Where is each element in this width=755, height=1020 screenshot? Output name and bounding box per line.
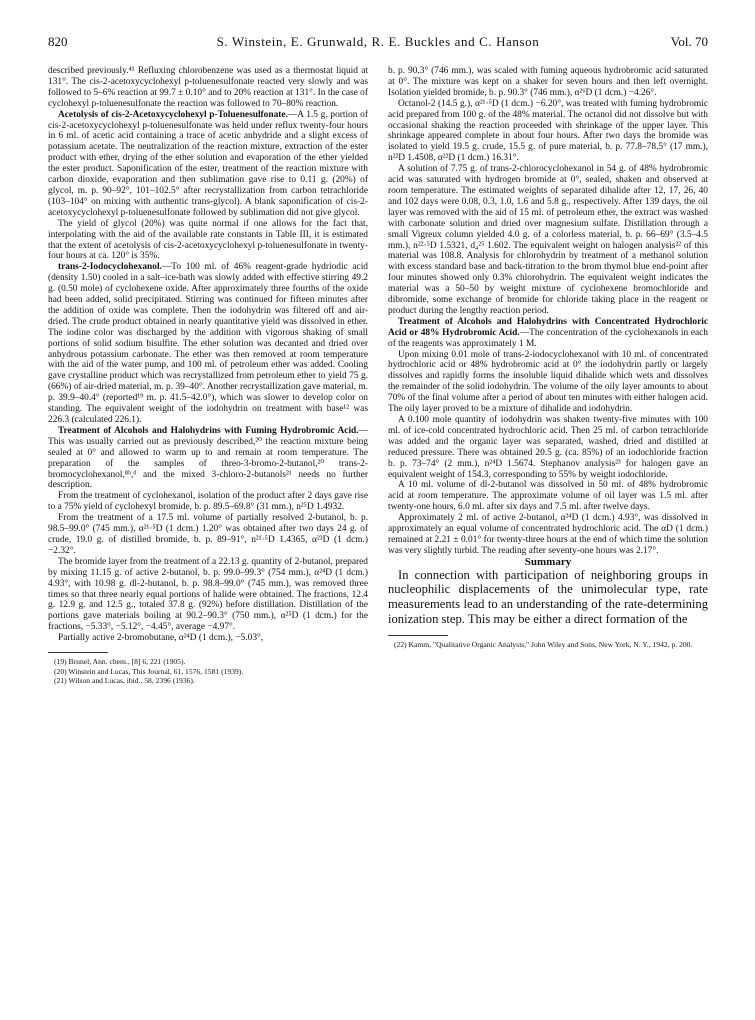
footnote: (21) Wilson and Lucas, ibid., 58, 2396 (1936). xyxy=(54,676,195,686)
page-number: 820 xyxy=(48,34,68,49)
paragraph-text: —The concentration of the cyclohexanols in each of the reagents was approximately 1 M. xyxy=(388,327,708,349)
running-header xyxy=(48,34,708,50)
paragraph-text: —A 1.5 g. portion of cis-2-acetoxycyclohexyl p-toluenesulfonate was held under reflux twenty-four hours in 6 ml. of acetic acid containing a trace of acetic anhydride and a slight excess of potassium acetate. The neutralization of the reaction mixture, extraction of the ester product with ether, drying of the ether solution and evaporation of the ether yielded the ester product. Saponification of the ester, treatment of the reaction mixture with carbon dioxide, evaporation and then sublimation gave rise to 0.11 g. (20%) of glycol, m. p. 90–92°, 101–102.5° after recrystallization from carbon tetrachloride (103–104° on mixing with authentic trans-glycol). A blank saponification of cis-2-acetoxycyclohexyl p-toluenesulfonate followed by sublimation did not give glycol. xyxy=(48,109,368,218)
running-title: S. Winstein, E. Grunwald, R. E. Buckles and C. Hanson xyxy=(216,34,540,49)
paragraph: From the treatment of cyclohexanol, isolation of the product after 2 days gave rise to a 75% yield of cyclohexyl bromide, b. p. 89.5–69.8° (31 mm.), n²⁵D 1.4932. xyxy=(48,491,368,513)
footnote: (20) Winstein and Lucas, This Journal, 61, 1576, 1581 (1939). xyxy=(54,666,244,676)
paragraph: described previously.⁴¹ Refluxing chlorobenzene was used as a thermostat liquid at 131°. The cis-2-acetoxycyclohexyl p-toluenesulfonate reacted very slowly and was followed to 5–6% reaction at 99.7 ± 0.10° and to 20% reaction at 131°. In the case of cyclohexyl p-toluenesulfonate the reaction was followed to 70–80% reaction. xyxy=(48,66,368,109)
paragraph xyxy=(48,262,368,426)
paragraph: b. p. 90.3° (746 mm.), was scaled with fuming aqueous hydrobromic acid saturated at 0°. The mixture was kept on a shaker for seven hours and then left overnight. Isolation yielded bromide, b. p. 90.3° (746 mm.), α²⁶D (1 dcm.) −4.26°. xyxy=(388,66,708,98)
paragraph: Partially active 2-bromobutane, α²⁴D (1 dcm.), −5.03°, xyxy=(58,633,264,644)
section-heading: Acetolysis of cis-2-Acetoxycyclohexyl p-Toluenesulfonate. xyxy=(58,109,288,120)
section-heading: Treatment of Alcohols and Halohydrins with Concentrated Hydrochloric Acid or 48% Hydrobromic Acid. xyxy=(388,316,708,338)
footnote: (22) Kamm, "Qualitative Organic Analysis," John Wiley and Sons, New York, N. Y., 1942, p. 200. xyxy=(394,639,693,649)
section-heading: trans-2-Iodocyclohexanol. xyxy=(58,262,162,273)
paragraph-text: —To 100 ml. of 46% reagent-grade hydriodic acid (density 1.50) cooled in a salt–ice-bath was slowly added with effective stirring 49.2 g. (0.50 mole) of cyclohexene oxide. After approximately three fourths of the oxide had been added, solid precipitated. Stirring was continued for fifteen minutes after the addition of oxide was complete. Then the iodohydrin was filtered off and air-dried. The crude product obtained in nearly quantitative yield was dissolved in ether. The iodine color was discharged by the addition with vigorous shaking of small portions of solid sodium bisulfite. The ether solution was decanted and dried over anhydrous potassium carbonate. The ether was then removed at room temperature with the aid of the water pump, and 100 ml. of petroleum ether was added. Cooling gave crystalline product which was recrystallized from petroleum ether to yield 75 g. (66%) of air-dried material, m. p. 39–40°. Another recrystallization gave material, m. p. 39.9–40.4° (reported¹⁹ m. p. 41.5–42.0°), which was slower to develop color on standing. The equivalent weight of the iodohydrin on treatment with base¹² was 226.3 (calculated 226.1). xyxy=(48,262,368,425)
paragraph: A solution of 7.75 g. of trans-2-chlorocyclohexanol in 54 g. of 48% hydrobromic acid was saturated with hydrogen bromide at 0°, sealed, shaken and observed at room temperature. The estimated weights of separated dihalide after 12, 17, 26, 40 and 102 days were 0.08, 0.3, 1.0, 1.6 and 5.8 g., respectively. After 139 days, the oil layer was removed with the aid of 15 ml. of petroleum ether, the extract was washed with carbonate solution and dried over magnesium sulfate. Distillation through a small Vigreux column yielded 4.0 g. of a colorless material, b. p. 66–69° (3.5–4.5 mm.), n²²·⁵D 1.5321, d₄²⁵ 1.602. The equivalent weight on halogen analysis²² of this material was 108.8. Analysis for chlorohydrin by treatment of a methanol solution with excess standard base and back-titration to the brom thymol blue end-point after four minutes showed only 0.3% chlorohydrin. The equivalent weight indicates the material was a 50–50 by weight mixture of cyclohexene bromochloride and dibromide, some exchange of bromide for chloride taking place in the reagent or product during the lengthy reaction period. xyxy=(388,164,708,316)
paragraph xyxy=(48,426,368,491)
summary-heading: Summary xyxy=(524,555,572,568)
paragraph xyxy=(48,110,368,219)
paragraph: Upon mixing 0.01 mole of trans-2-iodocyclohexanol with 10 ml. of concentrated hydrochloric acid or 48% hydrobromic acid at 0° the iodohydrin partly or largely dissolves and rapidly forms the insoluble liquid dihalide which wets and dissolves the remainder of the solid iodohydrin. The volume of the oily layer amounts to about 70% of the final volume after a period of about ten minutes with either halogen acid. The oily layer proved to be a mixture of dihalide and iodohydrin. xyxy=(388,349,708,415)
paragraph: Approximately 2 ml. of active 2-butanol, α²⁴D (1 dcm.) 4.93°, was dissolved in approximately an equal volume of concentrated hydrochloric acid. The αD (1 dcm.) remained at 2.21 ± 0.01° for twenty-three hours at the end of which time the solution was very slightly turbid. The reading after seventy-one hours was 2.17°. xyxy=(388,513,708,556)
footnote-rule xyxy=(48,652,108,653)
paragraph xyxy=(388,317,708,350)
left-column xyxy=(48,66,368,686)
right-column xyxy=(388,66,708,649)
volume-label: Vol. 70 xyxy=(670,34,708,49)
paragraph: The yield of glycol (20%) was quite normal if one allows for the fact that, interpolating with the aid of the available rate constants in Table III, it is estimated that the extent of acetolysis of cis-2-acetoxycyclohexyl p-toluenesulfonate in twenty-four hours at ca. 120° is 35%. xyxy=(48,218,368,262)
paragraph: A 10 ml. volume of dl-2-butanol was dissolved in 50 ml. of 48% hydrobromic acid at room temperature. The approximate volume of oil layer was 1.5 ml. after twenty-one hours, 6.0 ml. after six days and 7.5 ml. after twelve days. xyxy=(388,480,708,513)
paragraph: The bromide layer from the treatment of a 22.13 g. quantity of 2-butanol, prepared by mixing 11.15 g. of active 2-butanol, b. p. 99.0–99.3° (754 mm.), α²⁴D (1 dcm.) 4.93°, with 10.98 g. dl-2-butanol, b. p. 98.8–99.0° (745 mm.), was removed three times so that three nearly equal portions of halide were obtained. The fractions, 12.4 g. 12.9 g. and 12.5 g., totaled 37.8 g. (92%) before distillation. Distillation of the portions gave materials boiling at 90.2–90.3° (750 mm.), α²⁵D (1 dcm.) for the fractions, −5.33°, −5.12°, −4.45°, average −4.97°. xyxy=(48,556,368,633)
footnote-rule xyxy=(388,635,448,636)
paragraph: Octanol-2 (14.5 g.), α²¹·⁵D (1 dcm.) −6.20°, was treated with fuming hydrobromic acid prepared from 100 g. of the 48% material. The octanol did not dissolve but with occasional shaking the reaction proceeded with shrinkage of the upper layer. This shrinkage appeared complete in about four hours. After two days the bromide was isolated to yield 19.5 g. crude, 15.5 g. of pure material, b. p. 77.8–78.5° (17 mm.), n²²D 1.4508, α²²D (1 dcm.) 16.31°. xyxy=(388,98,708,164)
footnote: (19) Brunel, Ann. chem., [8] 6, 221 (1905). xyxy=(54,657,186,667)
section-heading: Treatment of Alcohols and Halohydrins with Fuming Hydrobromic Acid. xyxy=(58,425,359,436)
summary-text: In connection with participation of neighboring groups in nucleophilic displacements of the unimolecular type, rate measurements lead to an understanding of the rate-determining ionization step. This may be either a direct formation of the xyxy=(388,567,708,627)
paragraph: From the treatment of a 17.5 ml. volume of partially resolved 2-butanol, b. p. 98.5–99.0° (745 mm.), α²¹·⁵D (1 dcm.) 1.20° was obtained after two days 24 g. of crude, 19.0 g. of distilled bromide, b. p. 89–91°, n²¹·⁵D 1.4365, α²³D (1 dcm.) −2.32°. xyxy=(48,513,368,556)
paragraph-text: —This was usually carried out as previously described,²⁰ the reaction mixture being sealed at 0° and allowed to warm up to and remain at room temperature. The preparation of the samples of threo-3-bromo-2-butanol,²⁰ trans-2-bromocyclohexanol,⁸ᵇ,ᵈ and the mixed 3-chloro-2-butanols²¹ needs no further description. xyxy=(48,425,368,491)
paragraph: A 0.100 mole quantity of iodohydrin was shaken twenty-five minutes with 100 ml. of ice-cold concentrated hydrochloric acid. Then 25 ml. of carbon tetrachloride was added and the organic layer was separated, washed, dried and distilled at reduced pressure. There was obtained 20.5 g. (ca. 85%) of an iodochloride fraction b. p. 73–74° (2 mm.), n²⁴D 1.5674. Stephanov analysis²³ for halogen gave an equivalent weight of 154.3, corresponding to 55% by weight iodochloride. xyxy=(388,415,708,480)
